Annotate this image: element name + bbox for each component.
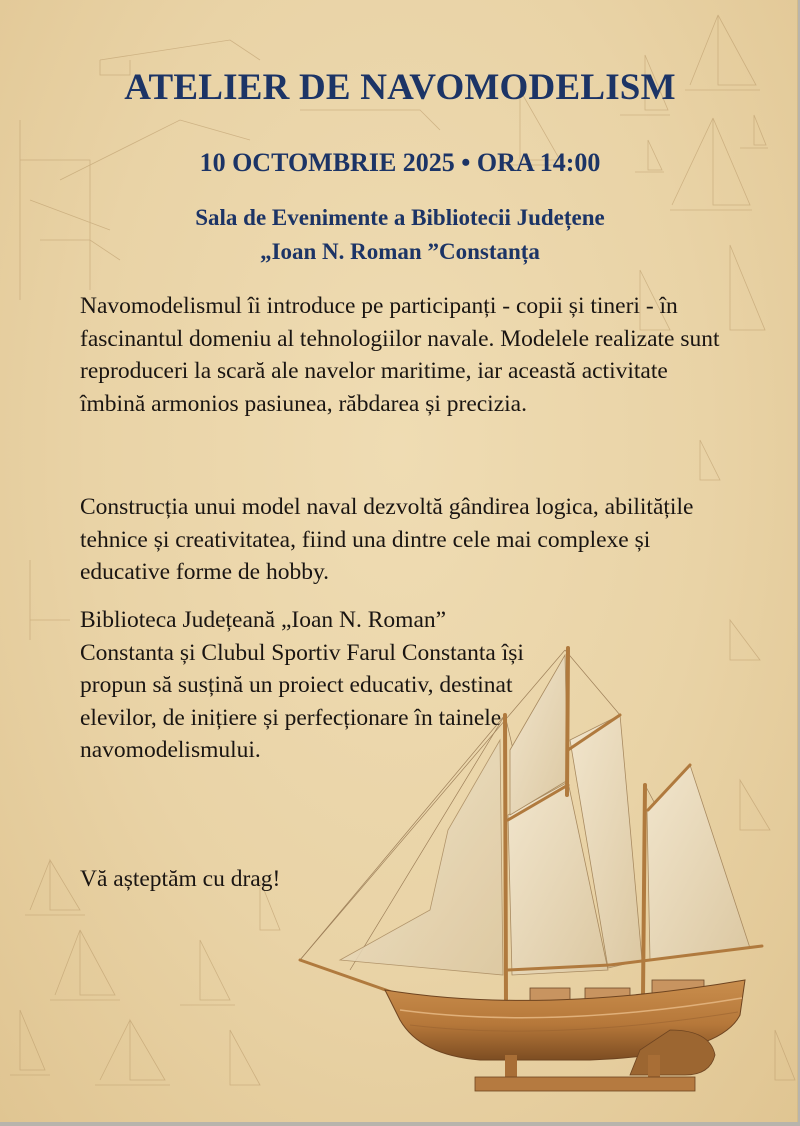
project-paragraph: Biblioteca Județeană „Ioan N. Roman” Constanta și Clubul Sportiv Farul Constanta își propun să susțină un proiect educativ, destinat elevilor, de inițiere și perfecționare în tainele navomodelismului. <box>80 607 524 763</box>
closing-text: Vă așteptăm cu drag! <box>80 866 281 892</box>
poster-title: ATELIER DE NAVOMODELISM <box>124 67 676 108</box>
intro-paragraph: Navomodelismul îi introduce pe participanți - copii și tineri - în fascinantul domeniu al tehnologiilor navale. Modelele realizate sunt reproduceri la scară ale navelor maritime, iar această activitate îmbină armonios pasiunea, răbdarea și precizia. <box>80 293 720 417</box>
event-date-time: 10 OCTOMBRIE 2025 • ORA 14:00 <box>199 148 601 177</box>
venue-line-1: Sala de Evenimente a Bibliotecii Județene <box>195 205 605 230</box>
venue-line-2: „Ioan N. Roman ”Constanța <box>260 239 540 264</box>
schooner-ship-model-icon <box>290 630 770 1100</box>
event-venue <box>0 201 798 269</box>
benefits-paragraph: Construcția unui model naval dezvoltă gândirea logica, abilitățile tehnice și creativitatea, fiind una dintre cele mai complexe și educative forme de hobby. <box>80 494 694 585</box>
